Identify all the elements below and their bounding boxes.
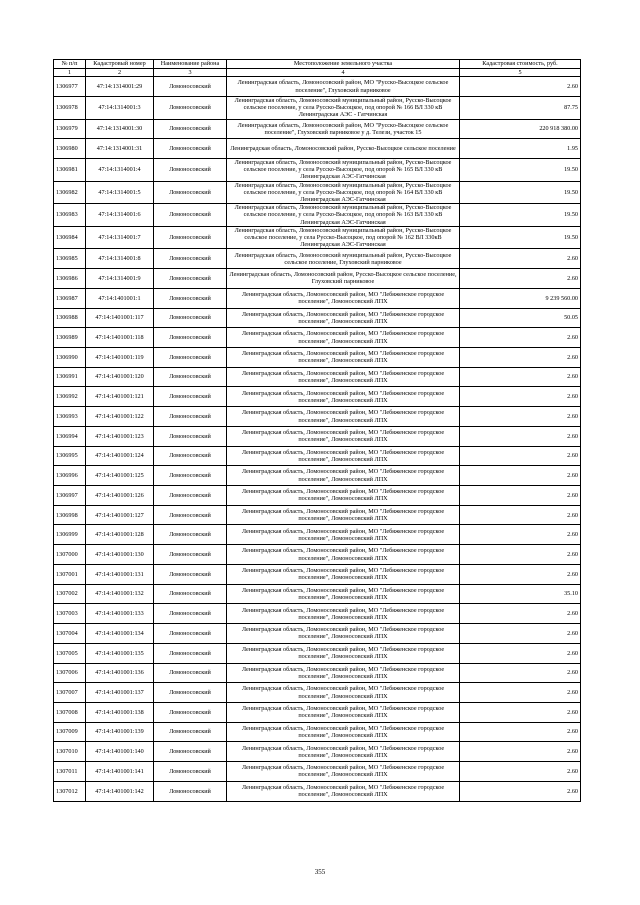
cadastral-value: 2.60 xyxy=(460,466,581,486)
district-name: Ломоносовский xyxy=(154,328,227,348)
land-location: Ленинградская область, Ломоносовский район, МО "Русско-Высоцкое сельское поселение", Глуховский парниковое у д. Телези, участок 15 xyxy=(227,119,460,139)
table-row xyxy=(54,269,581,289)
cadastral-value: 2.60 xyxy=(460,604,581,624)
cadastral-value: 1.95 xyxy=(460,139,581,159)
row-number: 1307008 xyxy=(54,702,86,722)
row-number: 1306984 xyxy=(54,226,86,249)
row-number: 1307010 xyxy=(54,742,86,762)
cadastral-value: 35.10 xyxy=(460,584,581,604)
cadastral-value: 19.50 xyxy=(460,158,581,181)
header-row xyxy=(54,60,581,69)
table-row xyxy=(54,249,581,269)
cadastral-number: 47:14:1401001:125 xyxy=(86,466,154,486)
row-number: 1306995 xyxy=(54,446,86,466)
cadastral-number: 47:14:1401001:134 xyxy=(86,624,154,644)
district-name: Ломоносовский xyxy=(154,119,227,139)
cadastral-value: 2.60 xyxy=(460,742,581,762)
table-row xyxy=(54,226,581,249)
table-row xyxy=(54,328,581,348)
row-number: 1307001 xyxy=(54,564,86,584)
district-name: Ломоносовский xyxy=(154,446,227,466)
cadastral-number: 47:14:1401001:126 xyxy=(86,486,154,506)
table-row xyxy=(54,486,581,506)
table-row xyxy=(54,139,581,159)
row-number: 1306985 xyxy=(54,249,86,269)
district-name: Ломоносовский xyxy=(154,663,227,683)
table-row xyxy=(54,204,581,227)
land-location: Ленинградская область, Ломоносовский район, МО "Лебяженское городское поселение", Ломоносовский ЛПХ xyxy=(227,624,460,644)
land-location: Ленинградская область, Ломоносовский район, МО "Лебяженское городское поселение", Ломоносовский ЛПХ xyxy=(227,407,460,427)
cadastral-value: 2.60 xyxy=(460,643,581,663)
cadastral-number: 47:14:1401001:127 xyxy=(86,505,154,525)
cadastral-value: 2.60 xyxy=(460,781,581,801)
table-row xyxy=(54,584,581,604)
district-name: Ломоносовский xyxy=(154,564,227,584)
table-row xyxy=(54,158,581,181)
table-row xyxy=(54,181,581,204)
table-row xyxy=(54,742,581,762)
row-number: 1306999 xyxy=(54,525,86,545)
cadastral-number: 47:14:1314001:8 xyxy=(86,249,154,269)
land-location: Ленинградская область, Ломоносовский район, МО "Лебяженское городское поселение", Ломоносовский ЛПХ xyxy=(227,348,460,368)
district-name: Ломоносовский xyxy=(154,249,227,269)
table-row xyxy=(54,348,581,368)
land-location: Ленинградская область, Ломоносовский район, МО "Лебяженское городское поселение", Ломоносовский ЛПХ xyxy=(227,308,460,328)
land-location: Ленинградская область, Ломоносовский район, МО "Лебяженское городское поселение", Ломоносовский ЛПХ xyxy=(227,466,460,486)
cadastral-value: 2.60 xyxy=(460,328,581,348)
table-row xyxy=(54,466,581,486)
table-body xyxy=(54,77,581,801)
table-row xyxy=(54,564,581,584)
row-number: 1306988 xyxy=(54,308,86,328)
cadastral-value: 2.60 xyxy=(460,525,581,545)
cadastral-number: 47:14:1314001:31 xyxy=(86,139,154,159)
table-row xyxy=(54,663,581,683)
land-location: Ленинградская область, Ломоносовский район, МО "Лебяженское городское поселение", Ломоносовский ЛПХ xyxy=(227,545,460,565)
district-name: Ломоносовский xyxy=(154,269,227,289)
header-cadastral-number: Кадастровый номер xyxy=(86,60,154,69)
header-district: Наименование района xyxy=(154,60,227,69)
district-name: Ломоносовский xyxy=(154,643,227,663)
table-row xyxy=(54,387,581,407)
land-location: Ленинградская область, Ломоносовский муниципальный район, Русско-Высоцкое сельское поселение, у села Русско-Высоцкое, под опорой № 162 ВЛ 330кВ Ленинградская АЭС-Гатчинская xyxy=(227,226,460,249)
table-row xyxy=(54,702,581,722)
district-name: Ломоносовский xyxy=(154,139,227,159)
cadastral-value: 2.60 xyxy=(460,722,581,742)
row-number: 1307000 xyxy=(54,545,86,565)
district-name: Ломоносовский xyxy=(154,702,227,722)
district-name: Ломоносовский xyxy=(154,158,227,181)
table-row xyxy=(54,96,581,119)
land-location: Ленинградская область, Ломоносовский район, МО "Лебяженское городское поселение", Ломоносовский ЛПХ xyxy=(227,663,460,683)
cadastral-number: 47:14:1401001:132 xyxy=(86,584,154,604)
row-number: 1307002 xyxy=(54,584,86,604)
row-number: 1306986 xyxy=(54,269,86,289)
table-row xyxy=(54,119,581,139)
header-col-number: 3 xyxy=(154,69,227,77)
cadastral-number: 47:14:1401001:141 xyxy=(86,762,154,782)
table-row xyxy=(54,762,581,782)
land-location: Ленинградская область, Ломоносовский район, МО "Лебяженское городское поселение", Ломоносовский ЛПХ xyxy=(227,564,460,584)
header-location: Местоположение земельного участка xyxy=(227,60,460,69)
header-col-number: 4 xyxy=(227,69,460,77)
table-row xyxy=(54,367,581,387)
table-row xyxy=(54,288,581,308)
cadastral-number: 47:14:1401001:131 xyxy=(86,564,154,584)
cadastral-number: 47:14:1401001:137 xyxy=(86,683,154,703)
cadastral-number: 47:14:1401001:122 xyxy=(86,407,154,427)
cadastral-value: 2.60 xyxy=(460,762,581,782)
land-location: Ленинградская область, Ломоносовский район, МО "Лебяженское городское поселение", Ломоносовский ЛПХ xyxy=(227,781,460,801)
district-name: Ломоносовский xyxy=(154,545,227,565)
cadastral-number: 47:14:1401001:1 xyxy=(86,288,154,308)
cadastral-number: 47:14:1401001:124 xyxy=(86,446,154,466)
district-name: Ломоносовский xyxy=(154,742,227,762)
cadastral-number: 47:14:1314001:4 xyxy=(86,158,154,181)
table-row xyxy=(54,545,581,565)
cadastral-value: 19.50 xyxy=(460,204,581,227)
district-name: Ломоносовский xyxy=(154,722,227,742)
table-row xyxy=(54,683,581,703)
cadastral-number: 47:14:1401001:117 xyxy=(86,308,154,328)
cadastral-value: 2.60 xyxy=(460,663,581,683)
cadastral-value: 9 239 560.00 xyxy=(460,288,581,308)
district-name: Ломоносовский xyxy=(154,604,227,624)
row-number: 1306987 xyxy=(54,288,86,308)
district-name: Ломоносовский xyxy=(154,204,227,227)
cadastral-value: 2.60 xyxy=(460,702,581,722)
row-number: 1306978 xyxy=(54,96,86,119)
cadastral-number: 47:14:1401001:135 xyxy=(86,643,154,663)
cadastral-value: 2.60 xyxy=(460,426,581,446)
land-location: Ленинградская область, Ломоносовский район, МО "Лебяженское городское поселение", Ломоносовский ЛПХ xyxy=(227,328,460,348)
land-location: Ленинградская область, Ломоносовский район, МО "Лебяженское городское поселение", Ломоносовский ЛПХ xyxy=(227,742,460,762)
row-number: 1306998 xyxy=(54,505,86,525)
cadastral-number: 47:14:1314001:3 xyxy=(86,96,154,119)
row-number: 1306983 xyxy=(54,204,86,227)
district-name: Ломоносовский xyxy=(154,367,227,387)
cadastral-value: 19.50 xyxy=(460,181,581,204)
district-name: Ломоносовский xyxy=(154,77,227,97)
table-row xyxy=(54,525,581,545)
district-name: Ломоносовский xyxy=(154,486,227,506)
district-name: Ломоносовский xyxy=(154,226,227,249)
row-number: 1307003 xyxy=(54,604,86,624)
row-number: 1307005 xyxy=(54,643,86,663)
cadastral-value: 2.60 xyxy=(460,367,581,387)
district-name: Ломоносовский xyxy=(154,308,227,328)
header-col-number: 5 xyxy=(460,69,581,77)
land-location: Ленинградская область, Ломоносовский район, МО "Лебяженское городское поселение", Ломоносовский ЛПХ xyxy=(227,288,460,308)
header-cadastral-value: Кадастровая стоимость, руб. xyxy=(460,60,581,69)
row-number: 1307007 xyxy=(54,683,86,703)
district-name: Ломоносовский xyxy=(154,387,227,407)
district-name: Ломоносовский xyxy=(154,96,227,119)
land-location: Ленинградская область, Ломоносовский муниципальный район, Русско-Высоцкое сельское поселение, у села Русско-Высоцкое, под опорой № 166 ВЛ 330 кВ Ленинградская АЭС - Гатчинская xyxy=(227,96,460,119)
land-location: Ленинградская область, Ломоносовский муниципальный район, Русско-Высоцкое сельское поселение, у села Русско-Высоцкое, под опорой № 163 ВЛ 330 кВ Ленинградская АЭС-Гатчинская xyxy=(227,204,460,227)
row-number: 1307006 xyxy=(54,663,86,683)
land-location: Ленинградская область, Ломоносовский муниципальный район, Русско-Высоцкое сельское поселение, Глуховский парниковое xyxy=(227,249,460,269)
row-number: 1306994 xyxy=(54,426,86,446)
cadastral-number: 47:14:1401001:142 xyxy=(86,781,154,801)
cadastral-number: 47:14:1314001:6 xyxy=(86,204,154,227)
row-number: 1307011 xyxy=(54,762,86,782)
cadastral-value: 87.75 xyxy=(460,96,581,119)
land-location: Ленинградская область, Ломоносовский район, МО "Лебяженское городское поселение", Ломоносовский ЛПХ xyxy=(227,762,460,782)
district-name: Ломоносовский xyxy=(154,466,227,486)
cadastral-number: 47:14:1314001:5 xyxy=(86,181,154,204)
district-name: Ломоносовский xyxy=(154,762,227,782)
district-name: Ломоносовский xyxy=(154,181,227,204)
land-location: Ленинградская область, Ломоносовский район, МО "Лебяженское городское поселение", Ломоносовский ЛПХ xyxy=(227,387,460,407)
row-number: 1306996 xyxy=(54,466,86,486)
row-number: 1306993 xyxy=(54,407,86,427)
land-location: Ленинградская область, Ломоносовский район, МО "Лебяженское городское поселение", Ломоносовский ЛПХ xyxy=(227,584,460,604)
cadastral-value: 2.60 xyxy=(460,407,581,427)
land-location: Ленинградская область, Ломоносовский район, Русско-Высоцкое сельское поселение xyxy=(227,139,460,159)
cadastral-number: 47:14:1401001:123 xyxy=(86,426,154,446)
table-row xyxy=(54,643,581,663)
cadastral-value: 19.50 xyxy=(460,226,581,249)
cadastral-number: 47:14:1401001:119 xyxy=(86,348,154,368)
row-number: 1306979 xyxy=(54,119,86,139)
table-row xyxy=(54,781,581,801)
land-location: Ленинградская область, Ломоносовский район, МО "Лебяженское городское поселение", Ломоносовский ЛПХ xyxy=(227,505,460,525)
cadastral-number: 47:14:1401001:118 xyxy=(86,328,154,348)
table-row xyxy=(54,505,581,525)
district-name: Ломоносовский xyxy=(154,348,227,368)
row-number: 1306992 xyxy=(54,387,86,407)
cadastral-value: 2.60 xyxy=(460,249,581,269)
land-location: Ленинградская область, Ломоносовский район, МО "Лебяженское городское поселение", Ломоносовский ЛПХ xyxy=(227,367,460,387)
row-number: 1306977 xyxy=(54,77,86,97)
district-name: Ломоносовский xyxy=(154,584,227,604)
cadastral-value: 2.60 xyxy=(460,269,581,289)
table-row xyxy=(54,624,581,644)
cadastral-value: 2.60 xyxy=(460,446,581,466)
cadastral-number: 47:14:1314001:7 xyxy=(86,226,154,249)
row-number: 1306980 xyxy=(54,139,86,159)
cadastral-number: 47:14:1401001:121 xyxy=(86,387,154,407)
cadastral-value: 2.60 xyxy=(460,77,581,97)
land-location: Ленинградская область, Ломоносовский район, МО "Русско-Высоцкое сельское поселение", Глуховский парниковое xyxy=(227,77,460,97)
table-row xyxy=(54,77,581,97)
cadastral-number: 47:14:1314001:29 xyxy=(86,77,154,97)
row-number: 1306997 xyxy=(54,486,86,506)
table-row xyxy=(54,426,581,446)
district-name: Ломоносовский xyxy=(154,781,227,801)
table-row xyxy=(54,407,581,427)
header-col-number: 2 xyxy=(86,69,154,77)
cadastral-number: 47:14:1314001:9 xyxy=(86,269,154,289)
land-location: Ленинградская область, Ломоносовский район, МО "Лебяженское городское поселение", Ломоносовский ЛПХ xyxy=(227,525,460,545)
cadastral-value: 2.60 xyxy=(460,348,581,368)
cadastral-number: 47:14:1401001:140 xyxy=(86,742,154,762)
cadastral-number: 47:14:1401001:130 xyxy=(86,545,154,565)
cadastral-number: 47:14:1401001:133 xyxy=(86,604,154,624)
row-number: 1307009 xyxy=(54,722,86,742)
district-name: Ломоносовский xyxy=(154,683,227,703)
land-location: Ленинградская область, Ломоносовский район, Русско-Высоцкое сельское поселение, Глуховский парниковое xyxy=(227,269,460,289)
district-name: Ломоносовский xyxy=(154,426,227,446)
cadastral-value: 2.60 xyxy=(460,387,581,407)
header-numbers-row xyxy=(54,69,581,77)
table-row xyxy=(54,722,581,742)
cadastral-value: 220 918 380.00 xyxy=(460,119,581,139)
district-name: Ломоносовский xyxy=(154,525,227,545)
row-number: 1306989 xyxy=(54,328,86,348)
land-location: Ленинградская область, Ломоносовский район, МО "Лебяженское городское поселение", Ломоносовский ЛПХ xyxy=(227,426,460,446)
land-location: Ленинградская область, Ломоносовский район, МО "Лебяженское городское поселение", Ломоносовский ЛПХ xyxy=(227,722,460,742)
table-row xyxy=(54,308,581,328)
row-number: 1307012 xyxy=(54,781,86,801)
cadastral-value: 2.60 xyxy=(460,505,581,525)
cadastral-number: 47:14:1401001:138 xyxy=(86,702,154,722)
land-location: Ленинградская область, Ломоносовский район, МО "Лебяженское городское поселение", Ломоносовский ЛПХ xyxy=(227,683,460,703)
cadastral-number: 47:14:1314001:30 xyxy=(86,119,154,139)
page-number: 355 xyxy=(314,868,326,876)
cadastral-table xyxy=(53,59,581,802)
district-name: Ломоносовский xyxy=(154,505,227,525)
row-number: 1306991 xyxy=(54,367,86,387)
cadastral-value: 2.60 xyxy=(460,683,581,703)
cadastral-value: 2.60 xyxy=(460,486,581,506)
land-location: Ленинградская область, Ломоносовский район, МО "Лебяженское городское поселение", Ломоносовский ЛПХ xyxy=(227,702,460,722)
table-row xyxy=(54,446,581,466)
cadastral-number: 47:14:1401001:128 xyxy=(86,525,154,545)
cadastral-value: 2.60 xyxy=(460,564,581,584)
cadastral-number: 47:14:1401001:120 xyxy=(86,367,154,387)
row-number: 1306990 xyxy=(54,348,86,368)
land-location: Ленинградская область, Ломоносовский район, МО "Лебяженское городское поселение", Ломоносовский ЛПХ xyxy=(227,446,460,466)
land-location: Ленинградская область, Ломоносовский район, МО "Лебяженское городское поселение", Ломоносовский ЛПХ xyxy=(227,486,460,506)
row-number: 1306982 xyxy=(54,181,86,204)
district-name: Ломоносовский xyxy=(154,624,227,644)
row-number: 1307004 xyxy=(54,624,86,644)
cadastral-value: 2.60 xyxy=(460,545,581,565)
row-number: 1306981 xyxy=(54,158,86,181)
land-location: Ленинградская область, Ломоносовский район, МО "Лебяженское городское поселение", Ломоносовский ЛПХ xyxy=(227,604,460,624)
land-location: Ленинградская область, Ломоносовский район, МО "Лебяженское городское поселение", Ломоносовский ЛПХ xyxy=(227,643,460,663)
header-col-number: 1 xyxy=(54,69,86,77)
cadastral-value: 50.05 xyxy=(460,308,581,328)
land-location: Ленинградская область, Ломоносовский муниципальный район, Русско-Высоцкое сельское поселение, у села Русско-Высоцкое, под опорой № 165 ВЛ 330 кВ Ленинградская АЭС-Гатчинская xyxy=(227,158,460,181)
district-name: Ломоносовский xyxy=(154,407,227,427)
table-row xyxy=(54,604,581,624)
header-num: № п/п xyxy=(54,60,86,69)
land-location: Ленинградская область, Ломоносовский муниципальный район, Русско-Высоцкое сельское поселение, у села Русско-Высоцкое, под опорой № 164 ВЛ 330 кВ Ленинградская АЭС-Гатчинская xyxy=(227,181,460,204)
cadastral-number: 47:14:1401001:136 xyxy=(86,663,154,683)
cadastral-number: 47:14:1401001:139 xyxy=(86,722,154,742)
cadastral-value: 2.60 xyxy=(460,624,581,644)
district-name: Ломоносовский xyxy=(154,288,227,308)
